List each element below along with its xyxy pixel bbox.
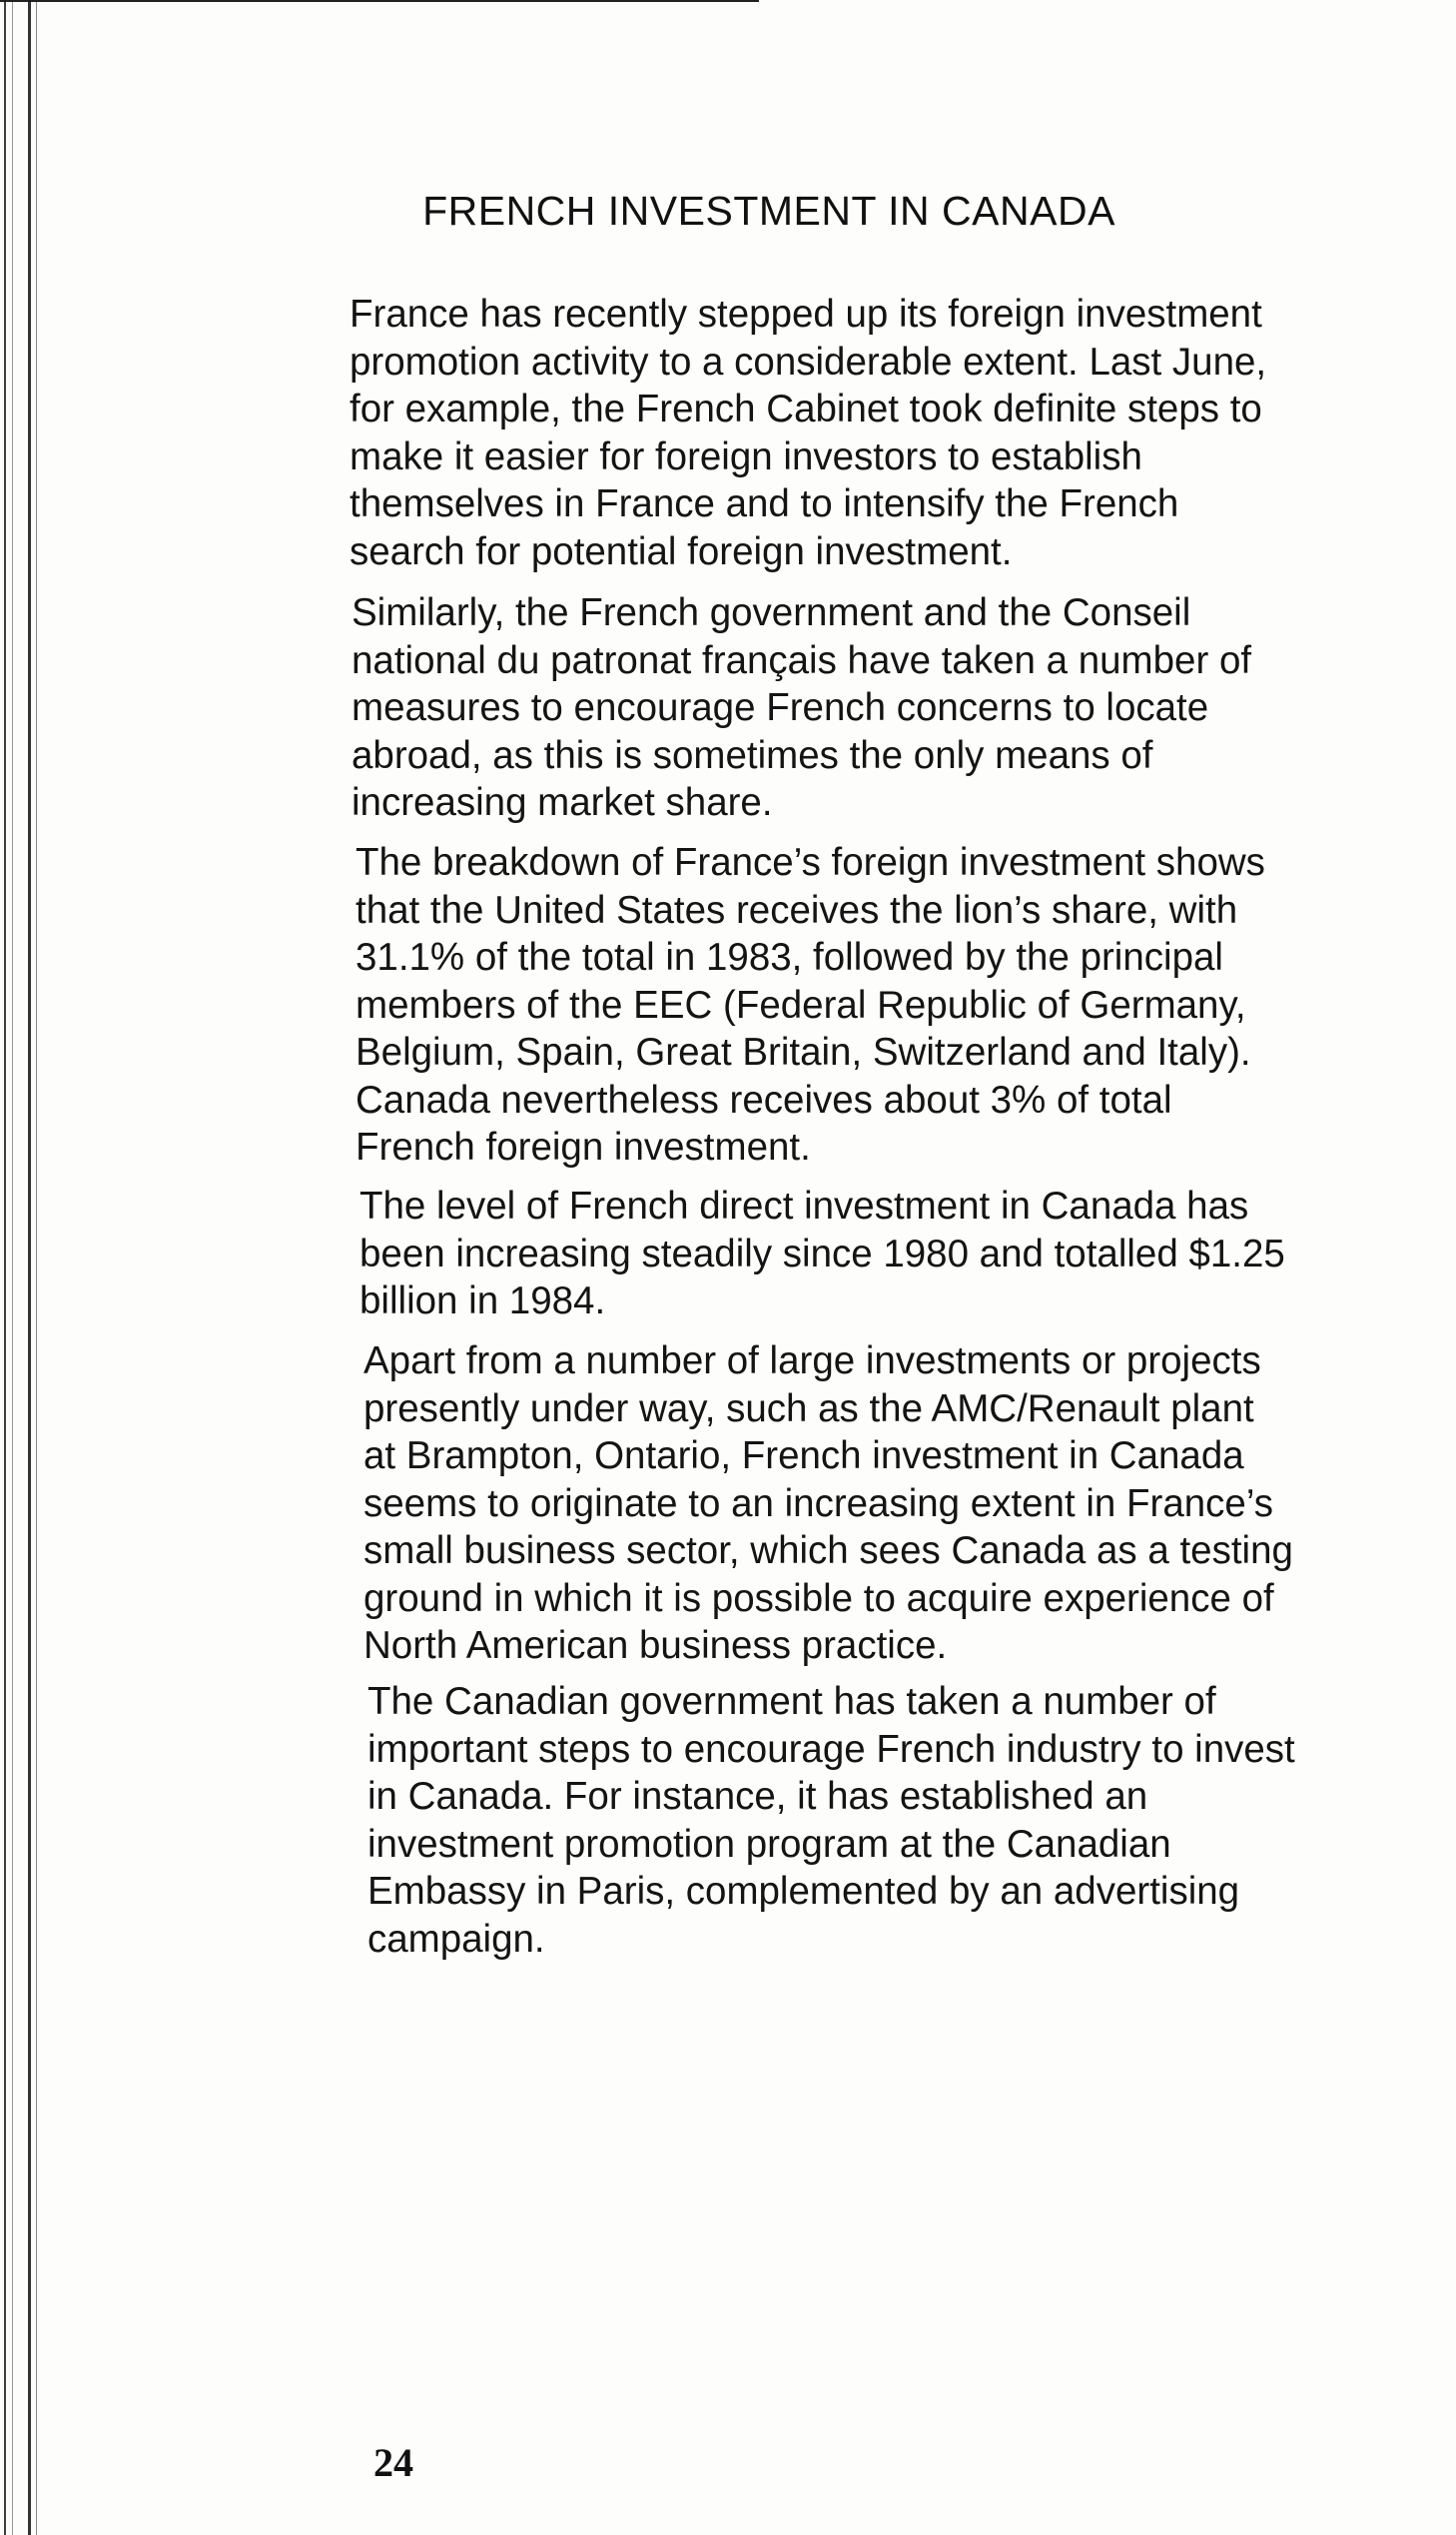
text-line: Apart from a number of large investments or projects: [364, 1339, 1261, 1382]
text-line: important steps to encourage French industry to invest: [367, 1727, 1295, 1771]
text-line: billion in 1984.: [360, 1279, 606, 1322]
text-line: ground in which it is possible to acquire experience of: [364, 1576, 1274, 1620]
text-line: make it easier for foreign investors to establish: [350, 434, 1142, 478]
text-line: been increasing steadily since 1980 and totalled $1.25: [360, 1232, 1285, 1275]
paragraph-3: [356, 839, 1265, 1172]
text-line: themselves in France and to intensify the French: [350, 482, 1179, 525]
text-line: national du patronat français have taken a number of: [352, 638, 1252, 682]
text-line: campaign.: [367, 1917, 545, 1961]
text-line: at Brampton, Ontario, French investment in Canada: [364, 1434, 1244, 1477]
text-line: Similarly, the French government and the Conseil: [352, 591, 1191, 634]
text-line: The level of French direct investment in Canada has: [360, 1185, 1249, 1228]
text-line: that the United States receives the lion’s share, with: [356, 888, 1238, 932]
paragraph-2: [352, 589, 1251, 827]
text-line: for example, the French Cabinet took definite steps to: [350, 388, 1262, 430]
text-line: Belgium, Spain, Great Britain, Switzerland and Italy).: [356, 1031, 1251, 1074]
text-line: French foreign investment.: [356, 1126, 811, 1169]
text-line: The Canadian government has taken a number of: [367, 1680, 1216, 1723]
text-line: abroad, as this is sometimes the only means of: [352, 733, 1153, 777]
paragraph-1: [350, 291, 1266, 575]
page-title: FRENCH INVESTMENT IN CANADA: [422, 188, 1115, 234]
paragraph-4: [360, 1183, 1285, 1325]
text-line: North American business practice.: [364, 1624, 948, 1667]
text-line: Embassy in Paris, complemented by an advertising: [367, 1870, 1240, 1913]
scan-edge-left: [36, 0, 37, 2535]
text-line: Canada nevertheless receives about 3% of total: [356, 1078, 1172, 1122]
paragraph-6: [367, 1678, 1295, 1963]
text-line: The breakdown of France’s foreign investment shows: [356, 841, 1265, 884]
text-line: presently under way, such as the AMC/Renault plant: [364, 1386, 1254, 1430]
text-line: seems to originate to an increasing extent in France’s: [364, 1481, 1273, 1525]
text-line: search for potential foreign investment.: [350, 529, 1013, 573]
text-line: small business sector, which sees Canada as a testing: [364, 1529, 1293, 1572]
text-line: in Canada. For instance, it has established an: [367, 1775, 1148, 1818]
text-line: increasing market share.: [352, 781, 773, 824]
page-number: 24: [373, 2440, 413, 2485]
scan-edge-top: [0, 0, 759, 2]
scan-edge-left: [28, 0, 31, 2535]
scan-edge-left: [4, 0, 6, 2535]
text-line: members of the EEC (Federal Republic of Germany,: [356, 983, 1246, 1027]
text-line: investment promotion program at the Canadian: [367, 1822, 1171, 1866]
text-line: 31.1% of the total in 1983, followed by the principal: [356, 936, 1223, 979]
text-line: measures to encourage French concerns to locate: [352, 686, 1209, 729]
text-line: France has recently stepped up its foreign investment: [350, 293, 1262, 336]
scan-edge-left: [12, 0, 13, 2535]
paragraph-5: [364, 1337, 1293, 1670]
text-line: promotion activity to a considerable extent. Last June,: [350, 340, 1267, 384]
